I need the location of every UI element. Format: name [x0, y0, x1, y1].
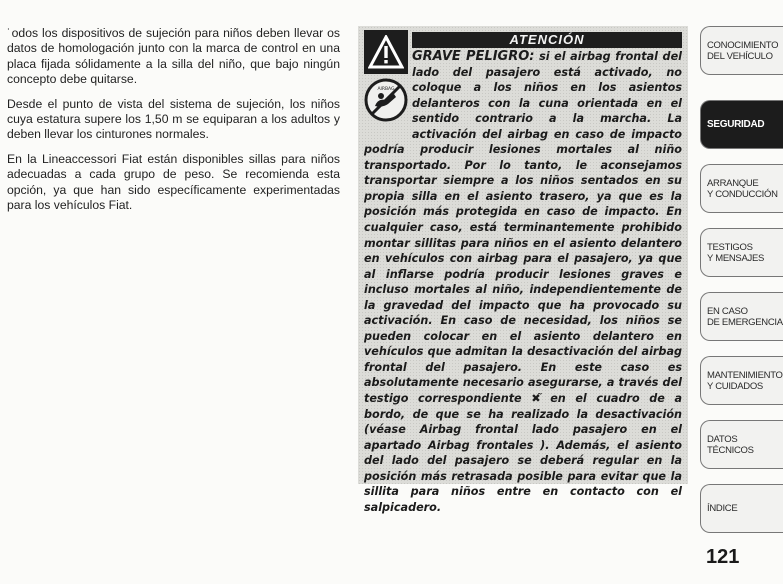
- paragraph-lineaccessori: En la Lineaccessori Fiat están disponibles sillas para niños adecuadas a cada grupo de peso. Se recomienda esta opción, ya que han sido específicamente experimentadas para los vehículos Fiat.: [7, 151, 340, 213]
- page-number: 121: [706, 546, 740, 568]
- paragraph-adult-belts: Desde el punto de vista del sistema de sujeción, los niños cuya estatura supere los 1,50 m se equiparan a los adultos y deben llevar los cinturones normales.: [7, 96, 340, 142]
- tab-arranque-y-conduccion[interactable]: ARRANQUE Y CONDUCCIÓN: [700, 164, 783, 213]
- tab-datos-tecnicos[interactable]: DATOS TÉCNICOS: [700, 420, 783, 469]
- warning-body-part1: si el airbag frontal del lado del pasajero está activado, no coloque a los niños en los asientos delanteros con la cuna orientada en el sentido contrario a la marcha. La activación del airbag en caso de impacto podría producir lesiones mortales al niño transportado. Por lo tanto, le aconsejamos transportar siempre a los niños sentados en su propia silla en el asiento trasero, ya que es la posición más protegida en caso de impacto. En cualquier caso, está terminantemente prohibido montar sillitas para niños en el asiento delantero en vehículos con airbag para el pasajero, ya que al inflarse podría producir lesiones graves e incluso mortales al niño, independientemente de la gravedad del impacto que ha provocado su activación. En caso de necesidad, los niños se pueden colocar en el asiento delantero en vehículos que admitan la desactivación del airbag frontal del pasajero. En este caso es absolutamente necesario asegurarse, a través del testigo correspondiente: [364, 50, 682, 406]
- paragraph-homologation: ˙odos los dispositivos de sujeción para niños deben llevar os datos de homologación junto con la marca de control en una placa fijada sólidamente a la silla del niño, que bajo ningún concepto debe quitarse.: [7, 26, 340, 87]
- tab-testigos-y-mensajes[interactable]: TESTIGOS Y MENSAJES: [700, 228, 783, 277]
- tab-seguridad[interactable]: SEGURIDAD: [700, 100, 783, 149]
- warning-lead: GRAVE PELIGRO:: [412, 49, 535, 64]
- tab-en-caso-de-emergencia[interactable]: EN CASO DE EMERGENCIA: [700, 292, 783, 341]
- tab-mantenimiento-y-cuidados[interactable]: MANTENIMIENTO Y CUIDADOS: [700, 356, 783, 405]
- warning-header: ATENCIÓN: [412, 32, 682, 48]
- warning-box: [358, 26, 688, 514]
- warning-body-part2: en el cuadro de a bordo, de que se ha realizado la desactivación (véase Airbag frontal lado pasajero en el apartado Airbag frontales ). Además, el asiento del lado del pasajero se deberá regular en la posición más retrasada posible para evitar que la sillita para niños entre en contacto con el salpicadero.: [364, 392, 682, 514]
- tab-conocimiento-del-vehiculo[interactable]: CONOCIMIENTO DEL VEHÍCULO: [700, 26, 783, 75]
- warning-text: [364, 49, 682, 515]
- tab-indice[interactable]: ÍNDICE: [700, 484, 783, 533]
- airbag-off-indicator-icon: ✖̃: [531, 392, 541, 406]
- airbag-label: AIRBAG: [377, 87, 395, 92]
- body-text-column: [7, 26, 340, 222]
- section-tabs: [700, 26, 783, 544]
